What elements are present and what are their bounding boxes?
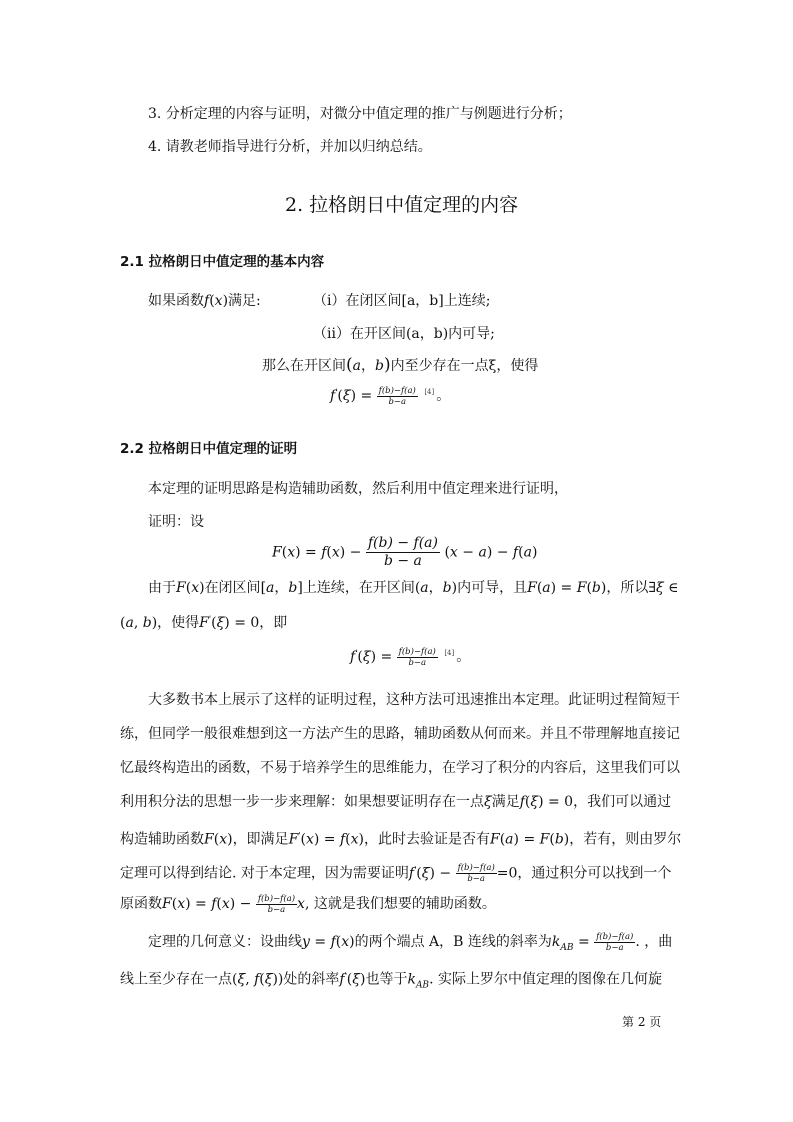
lagrange-formula: f'(ξ) = $\frac{f(b)-f(a)}{b-a}$ [4] 。 <box>330 385 451 407</box>
proof-line-1: 由于F(x)在闭区间[a，b]上连续，在开区间(a，b)内可导，且F(a) = F(b)，所以∃ξ ∈ <box>148 580 679 596</box>
section-heading-2-1: 2.1 拉格朗日中值定理的基本内容 <box>120 254 325 270</box>
list-item-3: 3. 分析定理的内容与证明，对微分中值定理的推广与例题进行分析； <box>148 106 572 122</box>
paragraph-line: 练，但同学一般很难想到这一方法产生的思路，辅助函数从何而来。并且不带理解地直接记 <box>120 726 680 742</box>
list-item-4: 4. 请教老师指导进行分析，并加以归纳总结。 <box>148 139 432 155</box>
paragraph-line: 忆最终构造出的函数，不易于培养学生的思维能力，在学习了积分的内容后，这里我们可以 <box>120 760 680 776</box>
paragraph-line: 定理的几何意义：设曲线y = f(x)的两个端点 A，B 连线的斜率为$k_{AB}$ = $\frac{f(b)-f(a)}{b-a}$ . ，曲 <box>148 931 673 953</box>
proof-let: 证明：设 <box>148 514 204 530</box>
paragraph-line: 原函数F(x) = f(x) − $\frac{f(b)-f(a)}{b-a}$ x, 这就是我们想要的辅助函数。 <box>120 893 496 915</box>
paragraph-line: 定理可以得到结论. 对于本定理，因为需要证明f'(ξ) − $\frac{f(b)-f(a)}{b-a}$ =0，通过积分可以找到一个 <box>120 863 672 885</box>
page-number: 第 2 页 <box>622 1015 662 1029</box>
section-heading-2-2: 2.2 拉格朗日中值定理的证明 <box>120 441 298 457</box>
chapter-title: 2. 拉格朗日中值定理的内容 <box>285 194 519 216</box>
theorem-conclusion: 那么在开区间(a，b)内至少存在一点ξ，使得 <box>262 355 539 375</box>
proof-result-formula: f'(ξ) = $\frac{f(b)-f(a)}{b-a}$ [4] 。 <box>350 646 471 668</box>
auxiliary-function-formula: F(x) = f(x) − $\frac{f(b) - f(a)}{b - a}$ (x − a) − f(a) <box>272 535 538 569</box>
paragraph-line: 线上至少存在一点(ξ, f(ξ))处的斜率f'(ξ)也等于$k_{AB}$. 实际上罗尔中值定理的图像在几何旋 <box>120 971 662 991</box>
paragraph-line: 大多数书本上展示了这样的证明过程，这种方法可迅速推出本定理。此证明过程简短干 <box>148 692 680 708</box>
paragraph-line: 利用积分法的思想一步一步来理解：如果想要证明存在一点ξ满足f(ξ) = 0，我们可以通过 <box>120 794 672 810</box>
condition-i: （i）在闭区间[a，b]上连续; <box>313 293 491 309</box>
theorem-premise: 如果函数f(x)满足: <box>148 293 261 309</box>
condition-ii: （ii）在开区间(a，b)内可导; <box>313 326 495 342</box>
proof-intro: 本定理的证明思路是构造辅助函数，然后利用中值定理来进行证明， <box>148 481 568 497</box>
proof-line-2: (a, b)，使得F'(ξ) = 0，即 <box>120 614 288 631</box>
paragraph-line: 构造辅助函数F(x)，即满足F'(x) = f(x)，此时去验证是否有F(a) = F(b)，若有，则由罗尔 <box>120 831 682 848</box>
